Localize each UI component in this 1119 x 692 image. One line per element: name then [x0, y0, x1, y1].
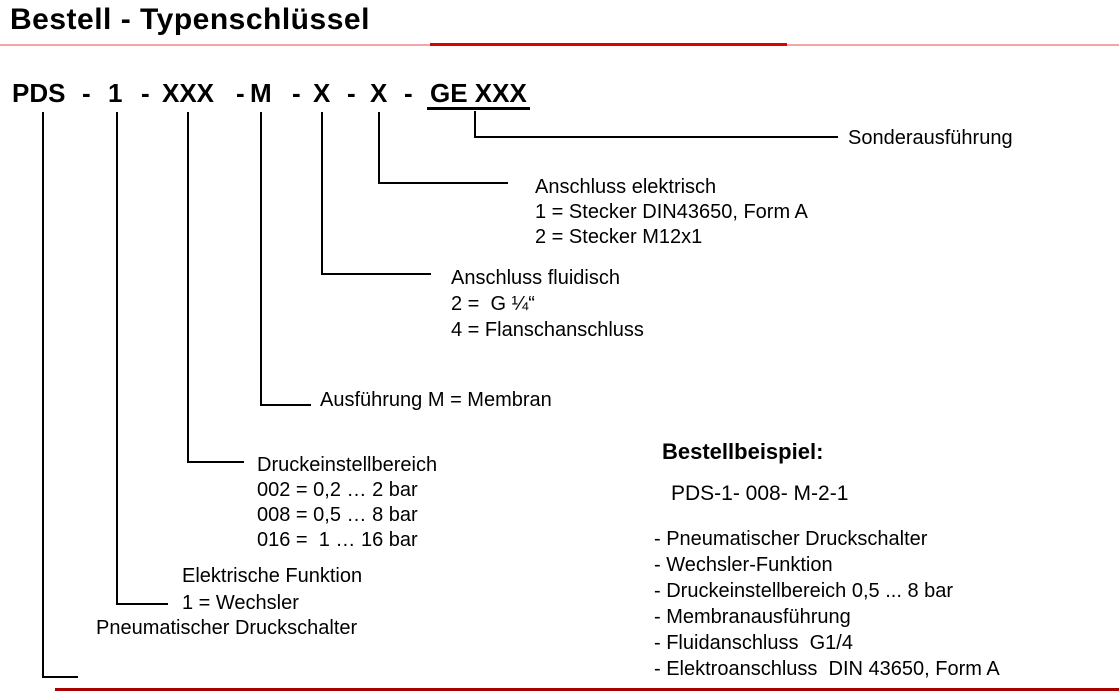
connector-funktion-vline	[116, 112, 118, 605]
connector-sonderausfuehrung-hline	[474, 136, 838, 138]
connector-fluidisch-vline	[321, 112, 323, 275]
anschluss-fluidisch-title: Anschluss fluidisch	[451, 267, 620, 289]
connector-pds-vline	[42, 112, 44, 678]
label-ausfuehrung: Ausführung M = Membran	[320, 389, 552, 411]
bestellbeispiel-title: Bestellbeispiel:	[662, 439, 824, 464]
code-separator: -	[292, 78, 301, 108]
label-block-druckeinstellbereich	[257, 453, 437, 553]
bestellbeispiel-item: - Pneumatischer Druckschalter	[654, 528, 928, 550]
connector-druckbereich-vline	[187, 112, 189, 463]
code-segment-x-fluid: X	[313, 78, 331, 108]
druckeinstellbereich-title: Druckeinstellbereich	[257, 454, 438, 476]
code-segment-ge-xxx: GE XXX	[427, 81, 530, 110]
connector-elektrisch-hline	[378, 182, 508, 184]
page-title: Bestell - Typenschlüssel	[10, 3, 370, 36]
code-segment-xxx: XXX	[162, 78, 215, 108]
code-segment-m: M	[250, 78, 272, 108]
anschluss-fluidisch-option: 2 = G ¼“	[451, 293, 535, 315]
connector-elektrisch-vline	[378, 112, 380, 184]
bestellbeispiel-list	[654, 526, 1000, 682]
connector-fluidisch-hline	[321, 273, 431, 275]
code-separator: -	[236, 78, 245, 108]
anschluss-fluidisch-option: 4 = Flanschanschluss	[451, 319, 644, 341]
code-separator: -	[347, 78, 356, 108]
code-separator: -	[141, 78, 150, 108]
anschluss-elektrisch-option: 1 = Stecker DIN43650, Form A	[535, 201, 808, 223]
code-separator: -	[82, 78, 91, 108]
label-block-anschluss-elektrisch	[535, 175, 808, 250]
title-rule-red-accent	[430, 43, 787, 46]
connector-funktion-hline	[116, 603, 168, 605]
code-segment-1: 1	[108, 78, 123, 108]
anschluss-elektrisch-title: Anschluss elektrisch	[535, 176, 717, 198]
elektrische-funktion-option: 1 = Wechsler	[182, 592, 299, 614]
bestellbeispiel-code: PDS-1- 008- M-2-1	[671, 482, 849, 505]
connector-druckbereich-hline	[187, 461, 244, 463]
anschluss-elektrisch-option: 2 = Stecker M12x1	[535, 226, 703, 248]
code-separator: -	[404, 78, 413, 108]
connector-pds-hline	[42, 676, 78, 678]
elektrische-funktion-title: Elektrische Funktion	[182, 565, 363, 587]
druckeinstellbereich-option: 002 = 0,2 … 2 bar	[257, 479, 418, 501]
bottom-rule	[55, 688, 1119, 691]
bestellbeispiel-item: - Druckeinstellbereich 0,5 ... 8 bar	[654, 580, 954, 602]
druckeinstellbereich-option: 008 = 0,5 … 8 bar	[257, 504, 418, 526]
label-block-anschluss-fluidisch	[451, 265, 644, 343]
connector-sonderausfuehrung-vline	[474, 111, 476, 138]
bestellbeispiel-item: - Membranausführung	[654, 606, 851, 628]
label-grundtyp: Pneumatischer Druckschalter	[96, 617, 358, 639]
bestellbeispiel-item: - Wechsler-Funktion	[654, 554, 833, 576]
druckeinstellbereich-option: 016 = 1 … 16 bar	[257, 529, 418, 551]
label-sonderausfuehrung: Sonderausführung	[848, 127, 1013, 149]
code-segment-x-elektrisch: X	[370, 78, 388, 108]
bestellbeispiel-item: - Elektroanschluss DIN 43650, Form A	[654, 658, 1000, 680]
label-block-elektrische-funktion	[182, 563, 362, 617]
connector-ausfuehrung-vline	[260, 112, 262, 406]
code-segment-pds: PDS	[12, 78, 66, 108]
bestellbeispiel-item: - Fluidanschluss G1/4	[654, 632, 853, 654]
connector-ausfuehrung-hline	[260, 404, 311, 406]
